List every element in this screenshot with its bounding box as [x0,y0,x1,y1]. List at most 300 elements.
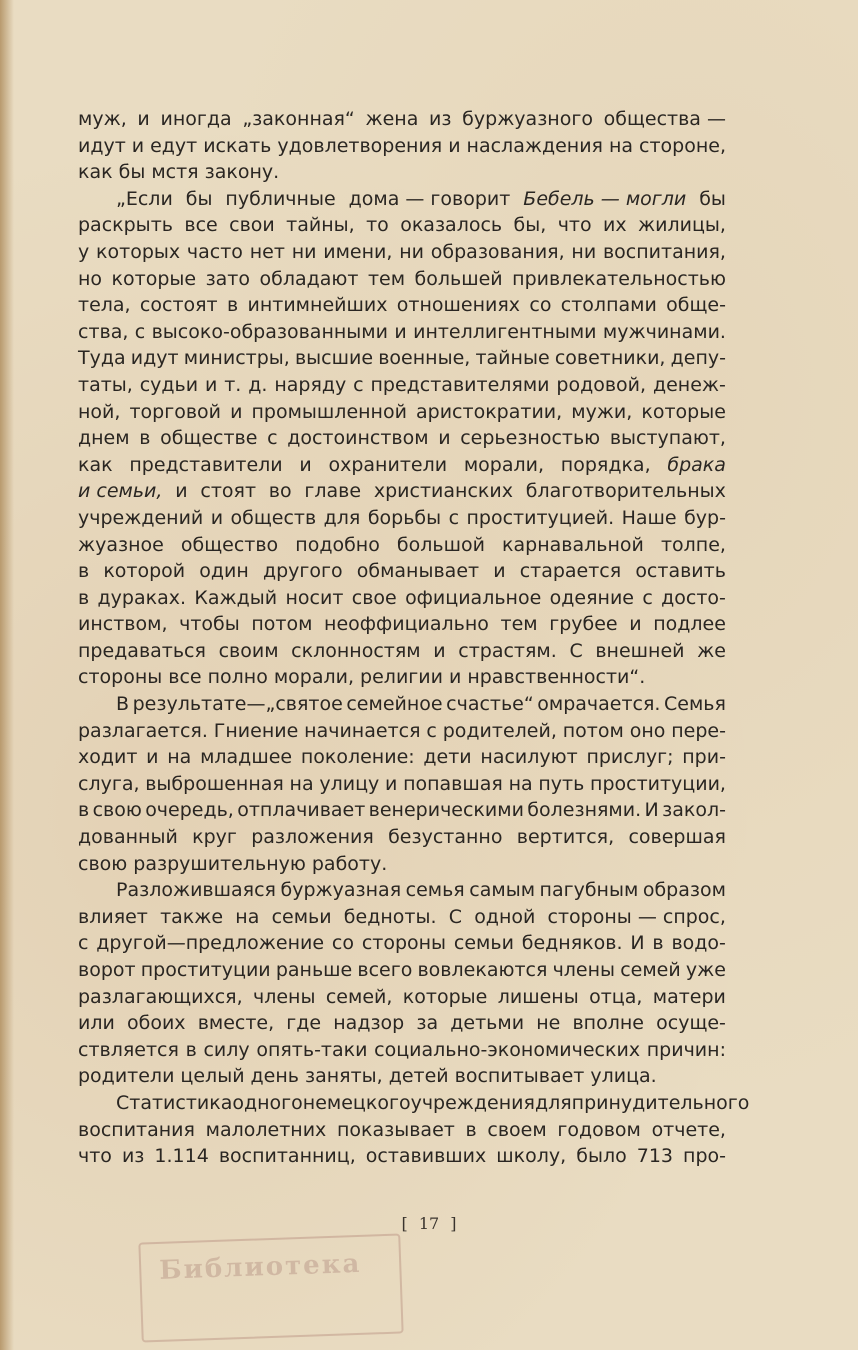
text-line [78,797,726,824]
text-line [78,691,726,718]
text-line [78,664,726,691]
word: промышленной [251,400,407,423]
word: родовой, [556,373,647,396]
text-line [78,851,726,878]
word: но [78,267,103,290]
word: в [139,427,151,450]
word: тем [367,267,406,290]
word: из [429,108,452,130]
word: бы [118,161,146,184]
word: карнавальной [502,533,644,556]
word: охранители [328,453,448,476]
word: было [576,1145,627,1168]
word: с [267,427,278,450]
word: обще- [666,294,726,317]
word: большой [396,533,485,556]
word: проституции [140,959,271,981]
text-line [78,186,726,213]
word: выброшенная [145,772,284,795]
word: на [608,134,634,157]
word: зато [205,267,251,290]
word: где [286,1012,322,1035]
word: жена [365,108,419,130]
text-line [78,452,726,479]
page-edge-shadow [0,0,14,1350]
word: В [116,693,130,716]
word: проституцией. [466,506,615,529]
word: целый [180,1065,245,1088]
word: как [78,453,113,476]
text-line [78,558,726,585]
word: школу, [496,1145,567,1168]
word: свое [351,586,397,609]
word: бур- [684,506,726,529]
word: серьезностью [460,427,601,450]
word: предаваться [78,639,206,662]
word: в [185,1038,197,1061]
word: на [289,772,314,795]
word: С [448,905,462,928]
word: обоих [126,1012,186,1035]
text-line [78,744,726,771]
word: Разложившаяся [116,879,276,902]
word: также [160,905,224,928]
word: закону. [204,161,280,184]
word: все [168,666,202,689]
word: брака [667,453,726,476]
word: прислуг; [586,746,674,769]
word: матери [652,985,726,1008]
word: бедноты. [343,905,437,928]
word: детьми [450,1012,525,1035]
word: ствляется [78,1038,179,1061]
word: в [465,1118,477,1141]
word: учреждения [410,1091,535,1114]
word: таты, [78,373,133,396]
word: жилицы, [638,214,726,237]
word: представители [129,453,283,476]
word: аристократии, [416,400,563,423]
word: военные, [378,347,471,370]
text-line [78,1143,726,1170]
word: с [353,373,364,396]
word: что [78,1145,112,1168]
text-line [78,292,726,319]
word: наслаждения [466,134,603,157]
word: немецкого [302,1091,411,1114]
word: тайные [475,347,550,370]
word: силу [203,1038,250,1061]
word: на [167,746,192,769]
word: бы [699,187,726,210]
word: страстям. [458,639,557,662]
word: в [78,799,90,822]
word: подлее [653,613,726,636]
word: отчете, [651,1118,726,1141]
word: свою [78,852,128,875]
text-line [78,1037,726,1064]
word: для [323,506,361,529]
text-line [78,638,726,665]
word: показывает [336,1118,455,1141]
word: грубее [549,613,618,636]
text-line [78,957,726,984]
word: воспитания, [602,240,726,263]
word: отца, [589,985,643,1008]
word: денеж- [652,373,726,396]
word: своем [487,1118,547,1141]
word: полно [207,666,268,689]
word: обманывает [356,560,480,583]
word: младшее [200,746,293,769]
word: привлекательностью [512,267,726,290]
word: бы, [513,214,547,237]
word: в [226,294,239,317]
word: начинается [304,719,421,742]
word: работу. [311,852,388,875]
word: морали, [273,666,355,689]
word: с [134,320,146,343]
word: 1.114 [154,1145,209,1168]
word: при- [682,746,726,769]
word: и [230,400,243,423]
word: высоко-образованными [151,320,388,343]
word: с [78,932,89,955]
word: выступают, [609,427,726,450]
word: или [78,1012,115,1035]
text-line [78,425,726,452]
word: своим [218,639,279,662]
word: другого [262,560,343,583]
word: интимнейших [247,294,388,317]
word: вполне [572,1012,644,1035]
text-line [78,1117,726,1144]
word: и [146,746,159,769]
word: и [299,453,312,476]
text-line [78,611,726,638]
word: идут [78,134,126,157]
word: борьбы [367,506,442,529]
word: совершая [628,826,726,849]
word: толпе, [660,533,726,556]
word: и [438,427,451,450]
word: стоят [200,480,257,503]
word: буржуазная [280,879,402,902]
word: И [630,932,645,955]
word: семьи [453,932,514,955]
word: надзор [333,1012,405,1035]
word: нет [249,240,285,263]
word: и [448,134,461,157]
word: бы [185,187,213,210]
word: насилуют [480,746,578,769]
word: опять-таки [256,1038,368,1061]
word: оставивших [365,1145,487,1168]
word: тем [500,613,538,636]
word: разлагается. [78,719,208,742]
word: одного [232,1091,303,1114]
word: и [394,320,407,343]
word: воспитанниц, [218,1145,356,1168]
word: омрачается. [537,693,661,716]
text-line [78,399,726,426]
word: раскрыть [78,214,173,237]
word: ной, [78,400,121,423]
word: осуще- [656,1012,726,1035]
word: слуга, [78,772,140,795]
word: семей, [325,985,393,1008]
word: заняты, [305,1065,383,1088]
word: и [204,373,218,396]
word: и [210,506,224,529]
word: и семьи, [78,480,163,503]
word: в [652,932,664,955]
word: состоят [139,294,218,317]
library-stamp-text: Библиотека [158,1248,362,1286]
word: и [433,639,446,662]
word: всего [357,959,413,981]
text-line [78,133,726,160]
word: благотворительных [525,480,726,503]
word: оно [629,719,666,742]
word: столпами [560,294,657,317]
word: министры, [183,347,290,370]
word: ни [291,240,317,263]
text-line [78,212,726,239]
word: днем [78,427,130,450]
word: носит [285,586,344,609]
word: детей [388,1065,449,1088]
word: обладают [259,267,359,290]
text-line [78,266,726,293]
word: на [508,772,533,795]
word: которые [641,400,726,423]
word: водо- [671,932,726,955]
word: самым [469,879,536,902]
word: у [78,240,90,263]
word: причин: [646,1038,726,1061]
word: члены [552,959,616,981]
word: Наше [621,506,677,529]
text-line [78,585,726,612]
word: жуазное [78,533,164,556]
word: бедняков. [521,932,623,955]
word: чтобы [179,613,240,636]
word: оказалось [400,214,503,237]
word: ства, [78,320,129,343]
text-line [78,239,726,266]
word: путь [538,772,585,795]
word: большей [414,267,503,290]
word: в [78,586,90,609]
word: главе [304,480,362,503]
word: вовлекаются [417,959,548,981]
text-line [78,345,726,372]
text-line [78,877,726,904]
word: стороны [78,666,163,689]
text-line [78,106,726,133]
word: представителями [370,373,550,396]
text-line [78,824,726,851]
word: судьи [139,373,199,396]
word: дураках. [97,586,187,609]
word: за [416,1012,439,1035]
word: религии [360,666,443,689]
word: круг [192,826,237,849]
word: Туда [78,347,126,370]
word: досто- [661,586,726,609]
word: Каждый [194,586,278,609]
text-line [78,984,726,1011]
word: обществе [160,427,258,450]
word: родителей, [442,719,557,742]
word: одной [474,905,536,928]
word: и [448,666,462,689]
text-line [78,505,726,532]
word: стороны [361,932,447,955]
word: дованный [78,826,178,849]
word: Гниение [213,719,299,742]
word: мужи, [571,400,633,423]
word: порядка, [560,453,651,476]
word: удовлетворения [277,134,443,157]
text-line [78,372,726,399]
word: лишены [497,985,579,1008]
word: что [557,214,592,237]
text-line [78,904,726,931]
word: безустанно [388,826,503,849]
word: очередь, [145,799,234,822]
word: едут [150,134,198,157]
word: как [78,161,113,184]
word: подобно [295,533,380,556]
word: внешней [595,639,685,662]
word: вертится, [516,826,615,849]
word: и [131,134,145,157]
word: проституции, [590,772,726,795]
word: достоинством [287,427,429,450]
word: же [697,639,726,662]
word: ни [399,240,424,263]
text-line [78,319,726,346]
word: д. [248,373,268,396]
word: оставить [635,560,726,583]
word: высшие [294,347,374,370]
word: раньше [275,959,353,981]
word: семья [405,879,465,902]
word: все [184,214,218,237]
word: „Если [116,187,173,210]
body-text [78,106,750,1170]
word: разрушительную [133,852,306,875]
word: уже [685,959,726,981]
word: дети [423,746,472,769]
word: склонностям [291,639,421,662]
word: которой [103,560,186,583]
word: инством, [78,613,168,636]
word: интеллигентными [413,320,597,343]
word: и [137,108,150,130]
word: одеяние [549,586,634,609]
word: С [569,639,583,662]
word: христианских [373,480,513,503]
word: муж, [78,108,127,130]
word: имени, [323,240,393,263]
word: часто [186,240,243,263]
word: разложения [251,826,374,849]
word: с [426,719,437,742]
word: день [250,1065,299,1088]
word: один [199,560,249,583]
word: образования, [430,240,565,263]
word: другой—предложение [96,932,325,955]
word: стороне, [639,134,726,157]
word: которые [111,267,197,290]
word: семейное [346,693,443,716]
word: ворот [78,959,136,981]
word: про- [683,1145,726,1168]
word: старается [519,560,622,583]
page-number: [ 17 ] [401,1214,457,1233]
word: Бебель — могли [523,187,687,210]
word: т. [224,373,242,396]
word: попавшая [403,772,503,795]
word: общество [180,533,279,556]
word: 713 [636,1145,674,1168]
word: с [642,586,653,609]
text-line [78,771,726,798]
word: закол- [662,799,726,822]
word: публичные [225,187,336,210]
word: члены [253,985,316,1008]
word: их [603,214,627,237]
word: тайны, [286,214,355,237]
text-line [78,478,726,505]
word: тела, [78,294,131,317]
word: в [78,560,90,583]
word: дома — говорит [348,187,511,210]
text-line [78,930,726,957]
word: и [629,613,642,636]
text-line [78,1063,726,1090]
word: венерическими [368,799,524,822]
word: мужчинами. [602,320,726,343]
word: официальное [405,586,542,609]
word: ни [571,240,597,263]
word: пагубным [539,879,639,902]
word: наряду [274,373,347,396]
word: свою [92,799,142,822]
library-stamp [138,1233,403,1342]
word: малолетних [205,1118,327,1141]
word: торговой [129,400,222,423]
word: мстя [151,161,199,184]
word: советники, [554,347,666,370]
word: улицу [319,772,380,795]
word: воспитывает [454,1065,585,1088]
word: и [493,560,506,583]
word: учреждений [78,506,204,529]
word: иногда [160,108,232,130]
word: вместе, [197,1012,275,1035]
word: депу- [670,347,726,370]
word: годовом [557,1118,641,1141]
text-line [78,159,726,186]
word: потом [251,613,313,636]
word: ходит [78,746,138,769]
word: на [235,905,260,928]
word: воспитания [78,1118,195,1141]
